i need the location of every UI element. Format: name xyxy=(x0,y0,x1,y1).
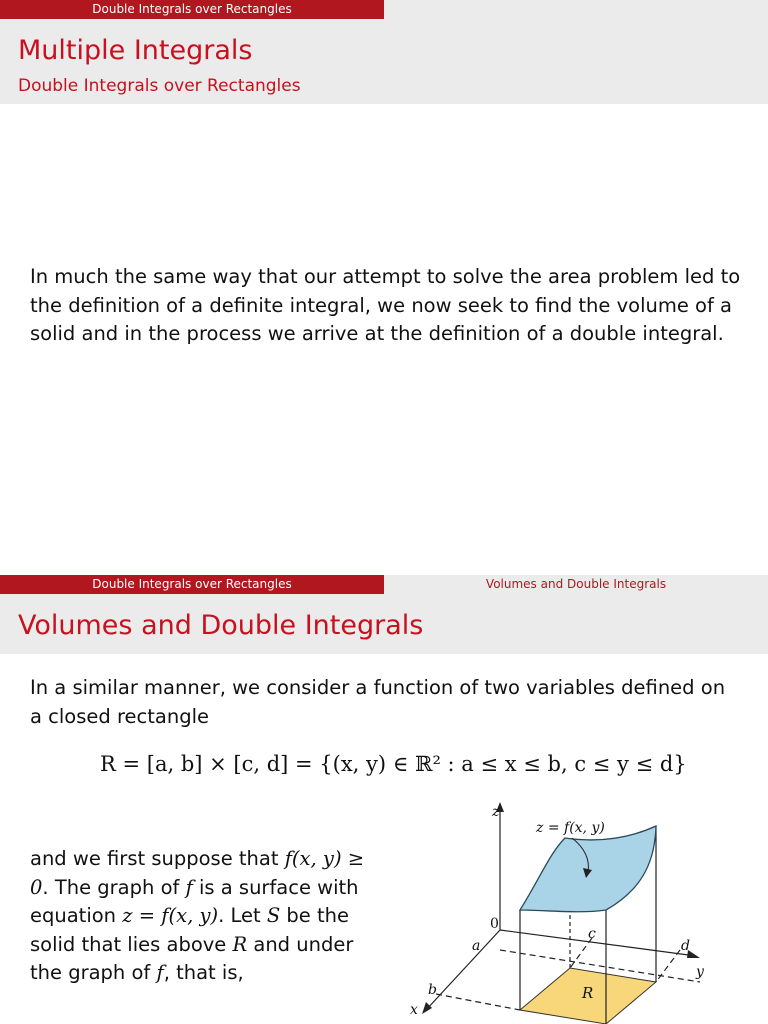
header-section-left[interactable]: Double Integrals over Rectangles xyxy=(0,575,384,594)
rectangle-equation: R = [a, b] × [c, d] = {(x, y) ∈ ℝ² : a ≤ x ≤ b, c ≤ y ≤ d} xyxy=(100,752,687,776)
text-run: . Let xyxy=(218,904,267,927)
volume-figure xyxy=(400,798,704,1024)
math-inline: f(x, y) ≥ 0 xyxy=(30,847,365,899)
body-paragraph: In much the same way that our attempt to solve the area problem led to the definition of a definite integral, we now seek to find the volume of a solid and in the process we arrive at the definition of a double integral. xyxy=(30,265,741,345)
label-function: z = f(x, y) xyxy=(536,820,605,836)
label-b: b xyxy=(428,982,437,998)
label-x: x xyxy=(410,1002,418,1018)
intro-paragraph: In a similar manner, we consider a function of two variables defined on a closed rectangle xyxy=(30,676,726,728)
text-run: is a surface with equation xyxy=(30,875,359,927)
math-inline: f xyxy=(185,875,193,899)
label-y: y xyxy=(696,964,704,980)
lower-paragraph xyxy=(30,845,380,988)
x-axis-arrow xyxy=(422,1002,432,1014)
y-axis xyxy=(500,930,696,956)
text-run: and under the graph of xyxy=(30,932,354,984)
text-run: be the solid that lies above xyxy=(30,904,350,956)
text-run: . The graph of xyxy=(42,875,186,899)
math-inline: f xyxy=(156,961,164,984)
title-box xyxy=(0,19,768,104)
text-run: , that is, xyxy=(163,961,244,984)
x-axis xyxy=(426,930,500,1010)
header-bar xyxy=(0,0,768,19)
header-bar xyxy=(0,575,768,594)
header-subsection-right[interactable]: Volumes and Double Integrals xyxy=(384,575,768,594)
label-a: a xyxy=(472,938,481,954)
label-d: d xyxy=(681,938,690,954)
header-section-left[interactable]: Double Integrals over Rectangles xyxy=(0,0,384,19)
slide-title: Multiple Integrals xyxy=(18,35,253,66)
slide-subtitle: Double Integrals over Rectangles xyxy=(18,76,301,96)
header-subsection-right xyxy=(384,0,768,19)
title-box xyxy=(0,594,768,654)
slide-title: Volumes and Double Integrals xyxy=(18,610,424,641)
text-run: and we first suppose that xyxy=(30,847,285,870)
label-c: c xyxy=(588,926,596,942)
math-inline: z = f(x, y) xyxy=(122,904,219,927)
label-origin: 0 xyxy=(490,916,499,932)
math-inline: S xyxy=(266,904,281,927)
label-R: R xyxy=(582,984,594,1002)
dashed-line-b xyxy=(436,994,520,1010)
math-inline: R xyxy=(232,932,248,956)
label-z-axis: z xyxy=(492,804,500,820)
